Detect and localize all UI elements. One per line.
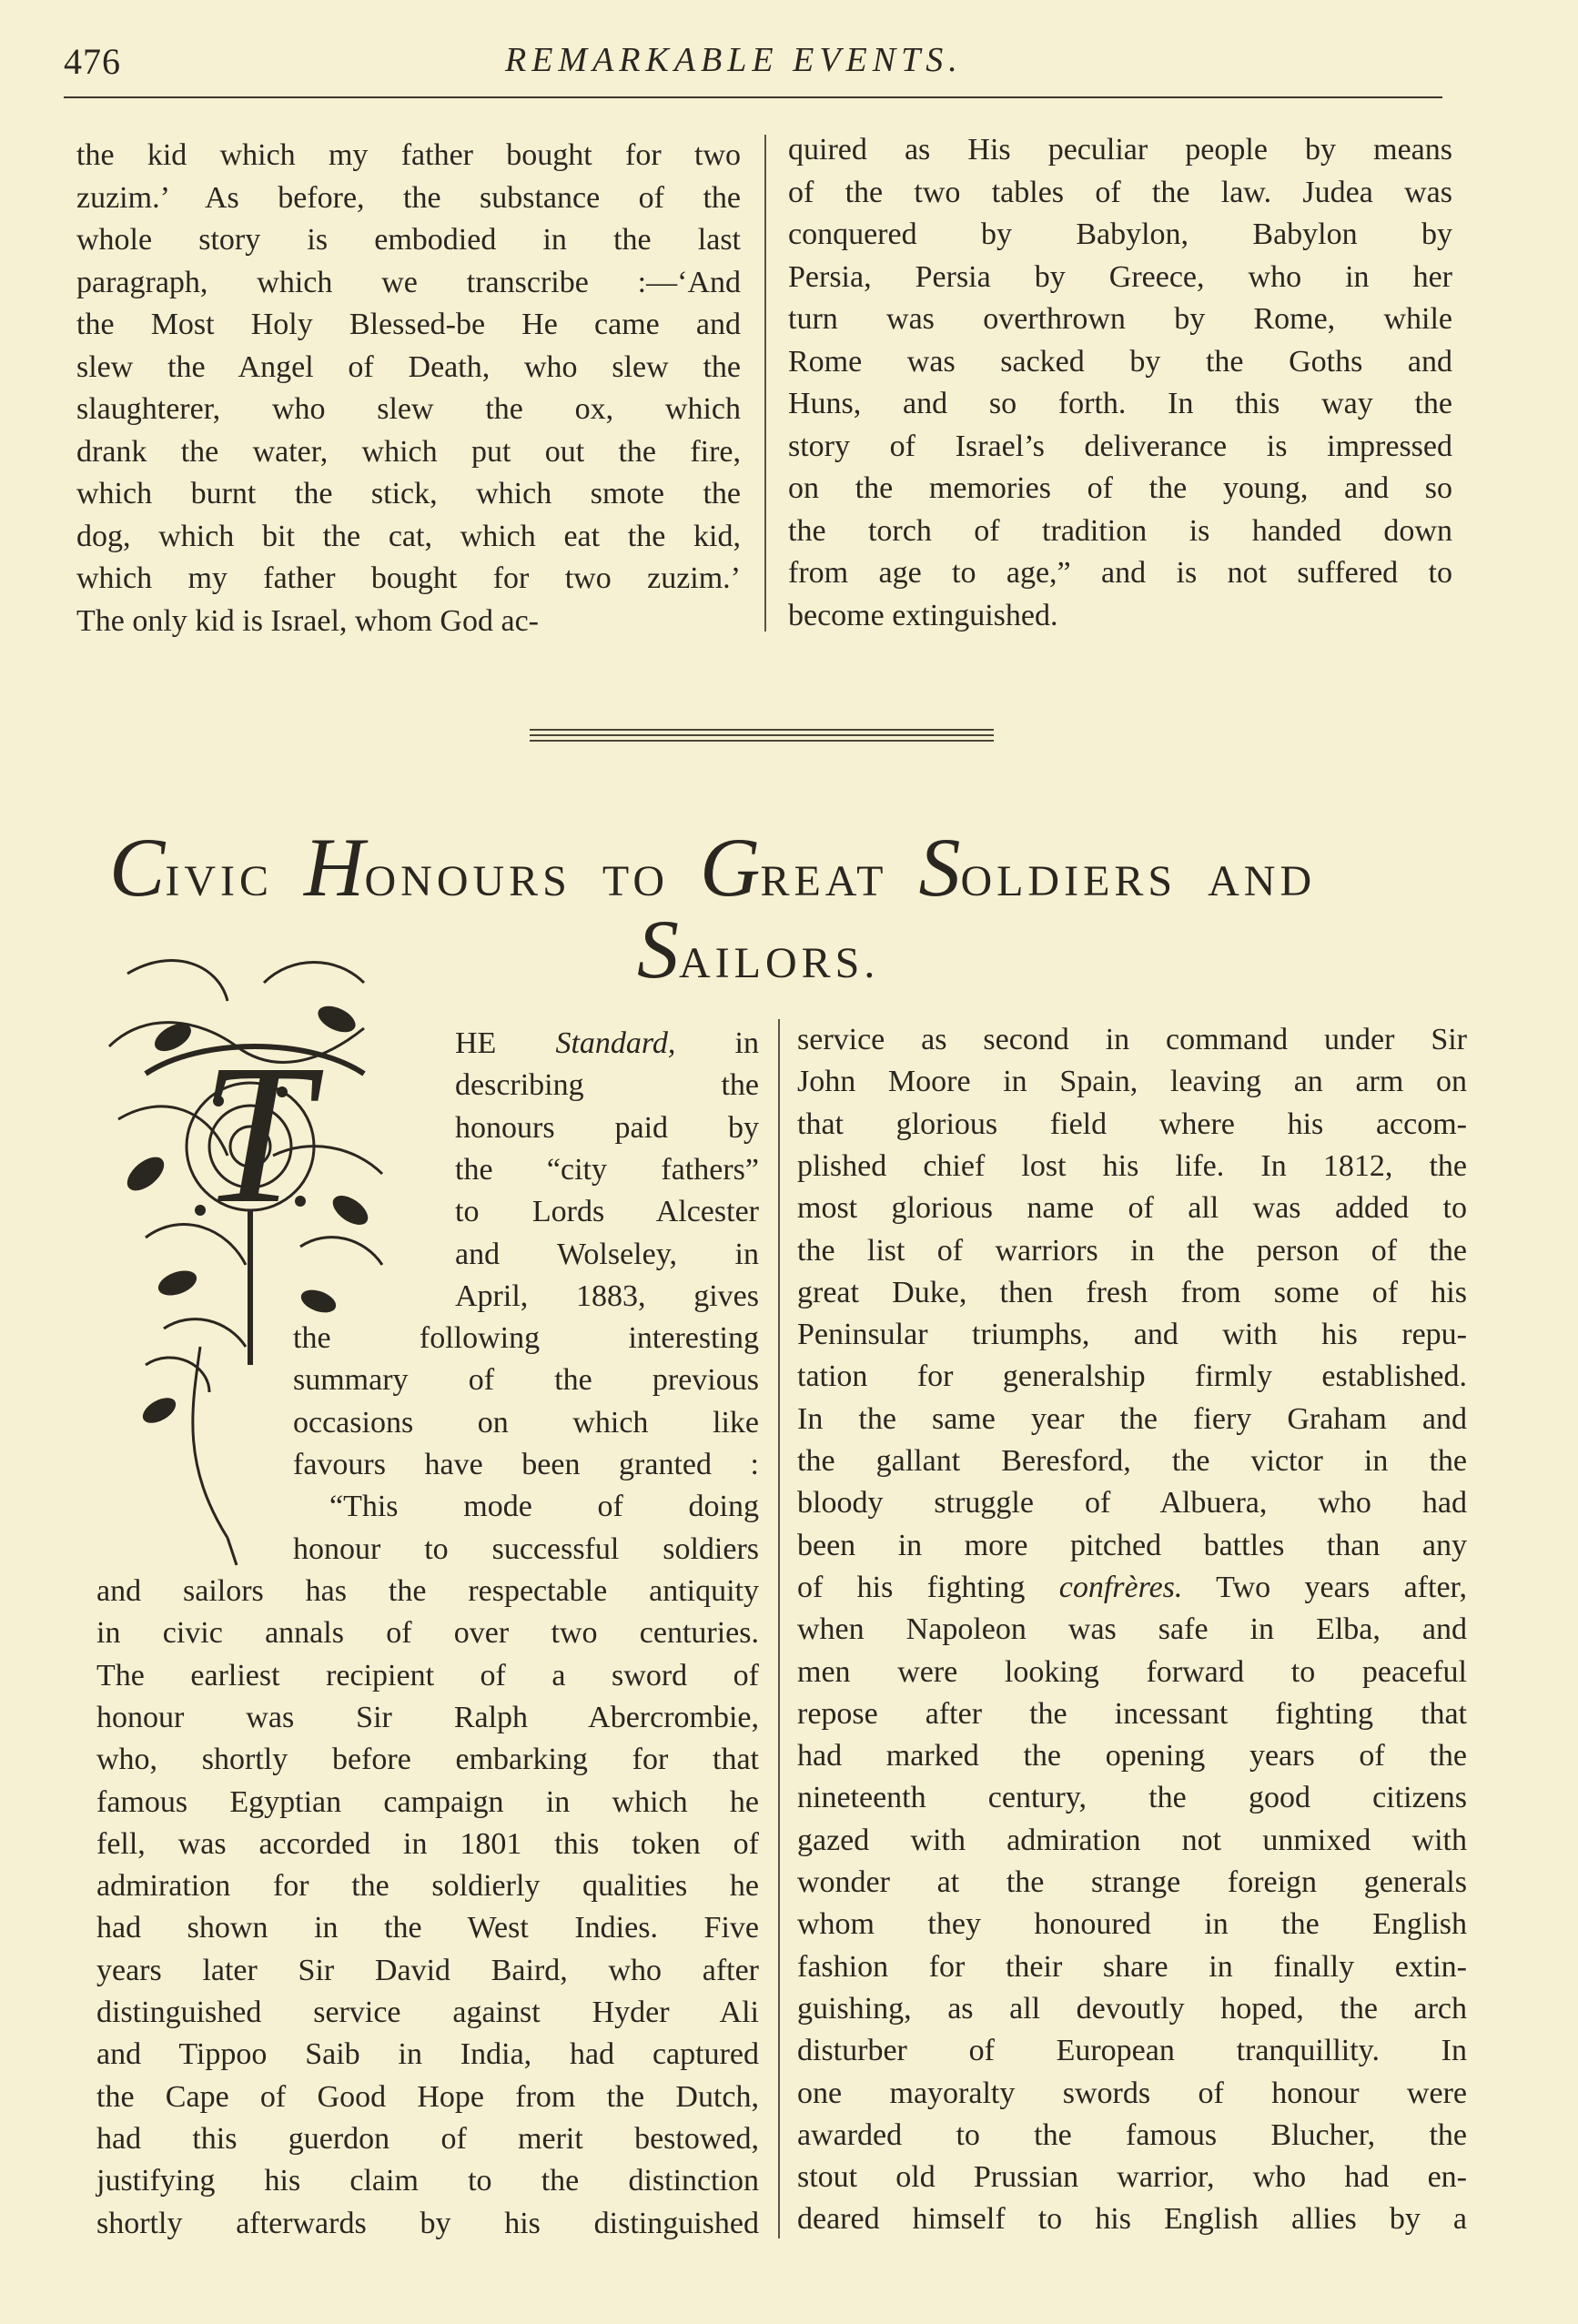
text-line: turn was overthrown by Rome, while [788, 302, 1452, 336]
text-line: admiration for the soldierly qualities he [96, 1869, 759, 1904]
text-run: most glorious name of all was added to [797, 1191, 1467, 1226]
text-line: The earliest recipient of a sword of [96, 1658, 759, 1692]
text-run: in [675, 1026, 760, 1060]
text-line: whole story is embodied in the last [76, 223, 741, 257]
page-number: 476 [64, 41, 121, 82]
title-word [304, 821, 572, 914]
text-line [797, 1904, 1467, 1945]
column-divider-top [764, 135, 766, 632]
text-line: The only kid is Israel, whom God ac- [76, 603, 539, 638]
title-word [109, 821, 274, 914]
text-line [797, 1146, 1467, 1187]
text-line [797, 1482, 1467, 1524]
text-line [797, 1820, 1467, 1862]
text-run: great Duke, then fresh from some of his [797, 1275, 1467, 1309]
text-run: guishing, as all devoutly hoped, the arch [797, 1991, 1467, 2026]
title-rest: AILORS. [679, 939, 880, 987]
text-line [797, 1272, 1467, 1314]
text-line: had this guerdon of merit bestowed, [96, 2121, 759, 2156]
text-run: that glorious field where his accom- [797, 1106, 1467, 1141]
text-line [797, 1104, 1467, 1146]
text-line: fell, was accorded in 1801 this token of [96, 1826, 759, 1861]
text-run: the list of warriors in the person of the [797, 1233, 1467, 1268]
text-line: on the memories of the young, and so [788, 471, 1452, 505]
text-run: April, 1883, gives [455, 1278, 759, 1313]
text-run: service as second in command under Sir [797, 1023, 1467, 1056]
text-line: the torch of tradition is handed down [788, 513, 1452, 548]
text-line: and sailors has the respectable antiquity [96, 1574, 759, 1608]
text-line [797, 2198, 1467, 2240]
section-divider-rule [530, 740, 994, 742]
text-line: Rome was sacked by the Goths and [788, 344, 1452, 379]
title-rest: TO [602, 857, 669, 905]
text-run: one mayoralty swords of honour were [797, 2076, 1467, 2110]
text-run: men were looking forward to peaceful [797, 1654, 1467, 1689]
text-line: become extinguished. [788, 598, 1058, 632]
title-rest: IVIC [165, 857, 274, 905]
text-line [455, 1023, 759, 1065]
text-line: quired as His peculiar people by means [788, 133, 1452, 167]
title-rest: ONOURS [364, 857, 572, 905]
text-run: Peninsular triumphs, and with his repu- [797, 1318, 1467, 1352]
title-rest: OLDIERS [960, 857, 1178, 905]
text-line [797, 2157, 1467, 2198]
text-line [455, 1191, 759, 1233]
text-run: fashion for their share in finally extin- [797, 1949, 1467, 1984]
title-initial: H [304, 821, 365, 914]
title-initial: C [109, 821, 166, 914]
text-line: the Cape of Good Hope from the Dutch, [96, 2079, 759, 2114]
title-rest: REAT [760, 857, 888, 905]
text-run: bloody struggle of Albuera, who had [797, 1486, 1467, 1521]
text-line [797, 1399, 1467, 1440]
text-line: Persia, Persia by Greece, who in her [788, 259, 1452, 294]
section-divider-rule [530, 734, 994, 736]
text-line [797, 1019, 1467, 1061]
text-run: been in more pitched battles than any [797, 1528, 1467, 1562]
text-line: story of Israel’s deliverance is impressed [788, 429, 1452, 463]
text-line: dog, which bit the cat, which eat the kid, [76, 519, 741, 553]
text-run: stout old Prussian warrior, who had en- [797, 2160, 1467, 2195]
running-title: REMARKABLE EVENTS. [505, 41, 963, 79]
text-line: slew the Angel of Death, who slew the [76, 349, 741, 384]
section-title-line-2 [637, 901, 910, 997]
text-run: to Lords Alcester [455, 1195, 759, 1229]
text-line: in civic annals of over two centuries. [96, 1616, 759, 1651]
text-line: distinguished service against Hyder Ali [96, 1996, 759, 2029]
text-line: “This mode of doing [329, 1490, 759, 1524]
text-line: the kid which my father bought for two [76, 138, 741, 172]
text-run: when Napoleon was safe in Elba, and [797, 1612, 1467, 1647]
text-run: repose after the incessant fighting that [797, 1696, 1467, 1731]
text-line: honour to successful soldiers [293, 1531, 759, 1566]
text-line: the following interesting [293, 1321, 759, 1355]
text-line: conquered by Babylon, Babylon by [788, 217, 1452, 251]
text-line [797, 1609, 1467, 1651]
italic-run: Standard, [555, 1026, 676, 1060]
text-line: favours have been granted : [293, 1447, 759, 1481]
title-initial: S [637, 903, 679, 995]
text-line [797, 1314, 1467, 1356]
text-line [797, 1525, 1467, 1567]
text-run: the gallant Beresford, the victor in the [797, 1444, 1467, 1478]
text-line [455, 1149, 759, 1191]
text-run: disturber of European tranquillity. In [797, 2034, 1467, 2068]
text-line [797, 1988, 1467, 2030]
text-line: honour was Sir Ralph Abercrombie, [96, 1700, 759, 1734]
text-line: paragraph, which we transcribe :—‘And [76, 265, 741, 299]
section-divider-rule [530, 729, 994, 731]
title-word [918, 821, 1178, 914]
text-run: of his fighting [797, 1570, 1059, 1604]
text-line [797, 1187, 1467, 1229]
text-run: honours paid by [455, 1110, 759, 1145]
text-line: famous Egyptian campaign in which he [96, 1784, 759, 1819]
italic-run: confrères. [1058, 1570, 1183, 1604]
text-line: justifying his claim to the distinction [96, 2164, 759, 2198]
text-line [797, 2115, 1467, 2157]
svg-text:T: T [200, 1023, 312, 1245]
text-line [455, 1065, 759, 1106]
text-line [797, 1652, 1467, 1693]
text-line: shortly afterwards by his distinguished [96, 2206, 759, 2240]
text-line: and Tippoo Saib in India, had captured [96, 2037, 759, 2072]
text-line: had shown in the West Indies. Five [96, 1911, 759, 1945]
text-line: of the two tables of the law. Judea was [788, 175, 1452, 209]
text-line: drank the water, which put out the fire, [76, 434, 741, 469]
text-line [797, 1946, 1467, 1988]
text-line [797, 1440, 1467, 1482]
text-run: whom they honoured in the English [797, 1907, 1467, 1942]
title-rest: AND [1208, 857, 1317, 905]
text-line [455, 1276, 759, 1318]
text-run: wonder at the strange foreign generals [797, 1865, 1467, 1899]
text-line: the Most Holy Blessed-be He came and [76, 308, 741, 341]
title-word [1208, 857, 1316, 905]
text-line [797, 1777, 1467, 1819]
title-word [637, 903, 880, 995]
text-run: plished chief lost his life. In 1812, the [797, 1148, 1467, 1183]
text-line: from age to age,” and is not suffered to [788, 556, 1452, 590]
text-run: awarded to the famous Blucher, the [797, 2117, 1467, 2152]
title-initial: S [918, 821, 961, 914]
text-run: and Wolseley, in [455, 1237, 759, 1271]
header-rule [64, 96, 1442, 98]
title-initial: G [699, 821, 761, 914]
text-line [797, 1061, 1467, 1103]
text-line: occasions on which like [293, 1405, 759, 1440]
title-word [602, 857, 669, 905]
text-line: who, shortly before embarking for that [96, 1743, 759, 1777]
text-line [797, 2030, 1467, 2072]
column-divider-bottom [778, 1019, 780, 2238]
text-run: gazed with admiration not unmixed with [797, 1823, 1467, 1857]
text-run: describing the [455, 1068, 759, 1103]
title-word [699, 821, 888, 914]
text-line: zuzim.’ As before, the substance of the [76, 180, 741, 215]
text-run: nineteenth century, the good citizens [797, 1781, 1467, 1815]
text-line: years later Sir David Baird, who after [96, 1953, 759, 1987]
text-line [455, 1107, 759, 1149]
text-run: the “city fathers” [455, 1152, 759, 1187]
text-line [797, 1230, 1467, 1272]
text-run: deared himself to his English allies by a [797, 2202, 1467, 2237]
text-line: which burnt the stick, which smote the [76, 477, 741, 510]
text-run: Two years after, [1182, 1570, 1467, 1604]
text-run: In the same year the fiery Graham and [797, 1401, 1467, 1436]
text-line [797, 1567, 1467, 1609]
text-line: Huns, and so forth. In this way the [788, 387, 1452, 420]
text-run: had marked the opening years of the [797, 1739, 1467, 1773]
text-line [797, 1862, 1467, 1904]
text-line: which my father bought for two zuzim.’ [76, 561, 741, 595]
text-run: HE [455, 1026, 556, 1060]
text-run: tation for generalship firmly established. [797, 1359, 1467, 1394]
text-run: John Moore in Spain, leaving an arm on [797, 1065, 1467, 1099]
text-line [797, 1356, 1467, 1398]
text-line [797, 2073, 1467, 2115]
text-line: summary of the previous [293, 1363, 759, 1398]
text-line: slaughterer, who slew the ox, which [76, 392, 741, 426]
text-line [455, 1234, 759, 1276]
text-line [797, 1693, 1467, 1735]
text-line [797, 1735, 1467, 1777]
